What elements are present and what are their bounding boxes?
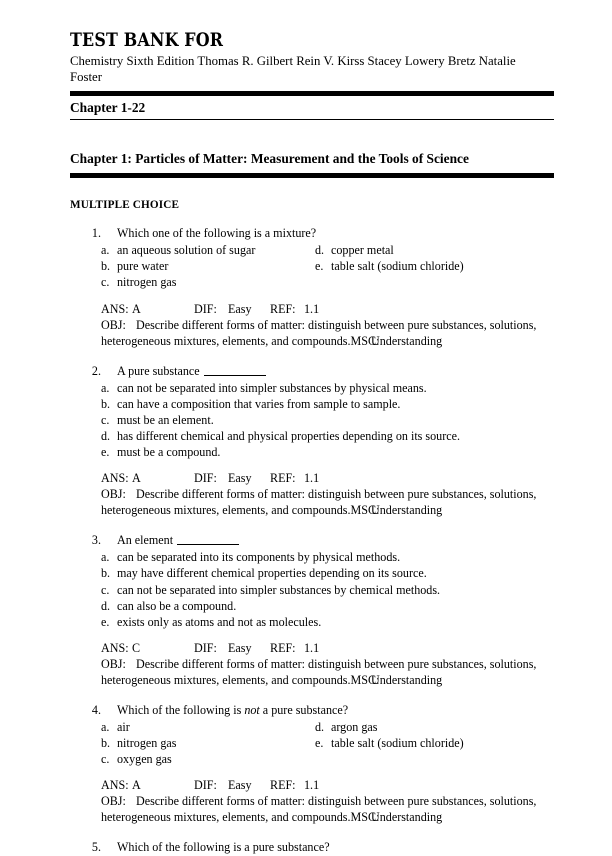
ans-label: ANS: [101, 471, 129, 486]
option-letter: b. [101, 396, 111, 411]
ref-value: 1.1 [304, 301, 320, 316]
answer-metadata-line [101, 777, 554, 793]
answer-metadata-line [101, 640, 554, 656]
header-rule-thick [70, 91, 554, 96]
option-letter: c. [101, 275, 110, 290]
answer-option[interactable] [101, 735, 315, 751]
obj-text-line-2 [101, 333, 549, 349]
option-list [70, 380, 554, 460]
obj-text-line-1: Describe different forms of matter: distinguish between pure substances, solutions, [136, 656, 537, 671]
option-letter: e. [101, 445, 110, 460]
ans-value: A [132, 471, 141, 486]
option-column-right [315, 242, 554, 258]
question-list [70, 225, 554, 855]
option-letter: e. [315, 259, 324, 274]
obj-text-line-2-text: heterogeneous mixtures, elements, and compounds.MSC: [101, 503, 380, 518]
ans-label: ANS: [101, 640, 129, 655]
option-letter: b. [101, 736, 111, 751]
answer-option[interactable] [101, 396, 554, 412]
option-text: must be an element. [117, 412, 214, 427]
answer-block [70, 470, 554, 518]
msc-value: Understanding [371, 672, 443, 687]
dif-value: Easy [228, 778, 252, 793]
obj-text-line-2-text: heterogeneous mixtures, elements, and compounds.MSC: [101, 810, 380, 825]
option-letter: c. [101, 582, 110, 597]
objective-block [101, 486, 549, 518]
chapter-rule-thick [70, 173, 554, 178]
ref-value: 1.1 [304, 778, 320, 793]
ref-label: REF: [270, 301, 296, 316]
header-spacer [70, 120, 554, 151]
objective-block [101, 656, 549, 688]
question-text-tail: a pure substance? [259, 702, 349, 717]
option-text: can also be a compound. [117, 598, 237, 613]
question-text-main: Which of the following is a pure substance? [117, 840, 330, 855]
option-letter: c. [101, 752, 110, 767]
option-column-left [101, 719, 315, 735]
question-text [101, 702, 348, 718]
option-letter: d. [101, 598, 111, 613]
obj-text-line-1: Describe different forms of matter: distinguish between pure substances, solutions, [136, 487, 537, 502]
option-list [70, 242, 554, 290]
question-stem [70, 839, 554, 855]
answer-option[interactable] [101, 444, 554, 460]
dif-label: DIF: [194, 471, 217, 486]
obj-text-line-2-text: heterogeneous mixtures, elements, and compounds.MSC: [101, 672, 380, 687]
answer-option[interactable] [101, 598, 554, 614]
answer-option[interactable] [101, 565, 554, 581]
question-text [101, 839, 330, 855]
option-text: nitrogen gas [117, 736, 177, 751]
option-text: may have different chemical properties depending on its source. [117, 566, 427, 581]
option-text: an aqueous solution of sugar [117, 243, 256, 258]
objective-block [101, 317, 549, 349]
answer-option[interactable] [101, 412, 554, 428]
option-row [101, 242, 554, 258]
option-column-left [101, 735, 315, 751]
question [70, 839, 554, 855]
question-text [101, 363, 266, 379]
question-stem [70, 532, 554, 548]
chapter-title: Chapter 1: Particles of Matter: Measurement and the Tools of Science [70, 151, 469, 167]
answer-metadata-line [101, 470, 554, 486]
option-row [101, 751, 554, 767]
option-column-right [315, 258, 554, 274]
question-number: 5. [91, 840, 101, 855]
option-row [101, 719, 554, 735]
option-letter: a. [101, 380, 110, 395]
ref-label: REF: [270, 778, 296, 793]
option-text: pure water [117, 259, 169, 274]
option-text: has different chemical and physical properties depending on its source. [117, 429, 460, 444]
dif-label: DIF: [194, 640, 217, 655]
chapter-range: Chapter 1-22 [70, 99, 146, 115]
obj-text-line-1: Describe different forms of matter: distinguish between pure substances, solutions, [136, 317, 537, 332]
question-stem [70, 225, 554, 241]
ans-value: A [132, 301, 141, 316]
answer-block [70, 777, 554, 825]
fill-in-blank [177, 544, 239, 545]
answer-option[interactable] [315, 242, 554, 258]
objective-block [101, 793, 549, 825]
answer-option[interactable] [315, 735, 554, 751]
question-text-emphasis: not [244, 702, 260, 717]
page-content [70, 30, 554, 856]
question-number: 4. [91, 702, 101, 717]
answer-option[interactable] [101, 582, 554, 598]
option-letter: a. [101, 243, 110, 258]
option-letter: b. [101, 259, 111, 274]
obj-body [101, 793, 549, 825]
option-text: exists only as atoms and not as molecules. [117, 614, 322, 629]
option-letter: a. [101, 550, 110, 565]
answer-block [70, 301, 554, 349]
ans-label: ANS: [101, 778, 129, 793]
option-column-left [101, 751, 315, 767]
question-text-main: An element [117, 533, 174, 548]
obj-label: OBJ: [101, 794, 126, 809]
dif-label: DIF: [194, 301, 217, 316]
option-letter: e. [315, 736, 324, 751]
option-text: copper metal [331, 243, 394, 258]
obj-text-line-2 [101, 672, 549, 688]
option-list [70, 719, 554, 767]
option-row [101, 258, 554, 274]
option-letter: e. [101, 614, 110, 629]
option-column-left [101, 258, 315, 274]
fill-in-blank [204, 375, 266, 376]
obj-text-line-2 [101, 502, 549, 518]
option-column-left [101, 274, 315, 290]
answer-metadata-line [101, 301, 554, 317]
question-number: 2. [91, 363, 101, 378]
ref-label: REF: [270, 640, 296, 655]
option-letter: c. [101, 412, 110, 427]
answer-option[interactable] [101, 258, 315, 274]
question-number: 1. [91, 226, 101, 241]
question-number: 3. [91, 533, 101, 548]
question-text-main: A pure substance [117, 363, 200, 378]
option-column-right [315, 719, 554, 735]
section-heading-multiple-choice: MULTIPLE CHOICE [70, 199, 180, 212]
option-row [101, 274, 554, 290]
dif-value: Easy [228, 301, 252, 316]
question [70, 363, 554, 519]
option-text: table salt (sodium chloride) [331, 736, 464, 751]
answer-option[interactable] [101, 614, 554, 630]
ref-value: 1.1 [304, 640, 320, 655]
option-text: air [117, 720, 130, 735]
obj-label: OBJ: [101, 317, 126, 332]
option-text: must be a compound. [117, 445, 221, 460]
obj-body [101, 656, 549, 688]
obj-body [101, 486, 549, 518]
answer-option[interactable] [101, 274, 315, 290]
answer-option[interactable] [315, 258, 554, 274]
option-text: can not be separated into simpler substances by chemical methods. [117, 582, 441, 597]
option-text: argon gas [331, 720, 378, 735]
option-text: nitrogen gas [117, 275, 177, 290]
option-text: can have a composition that varies from sample to sample. [117, 396, 401, 411]
ans-value: C [132, 640, 141, 655]
option-text: table salt (sodium chloride) [331, 259, 464, 274]
obj-body [101, 317, 549, 349]
option-letter: d. [315, 720, 325, 735]
ref-value: 1.1 [304, 471, 320, 486]
question [70, 702, 554, 825]
obj-label: OBJ: [101, 656, 126, 671]
dif-value: Easy [228, 471, 252, 486]
obj-text-line-2 [101, 809, 549, 825]
option-list [70, 549, 554, 629]
ref-label: REF: [270, 471, 296, 486]
option-text: can not be separated into simpler substances by physical means. [117, 380, 427, 395]
answer-block [70, 640, 554, 688]
option-letter: d. [101, 429, 111, 444]
question-stem [70, 702, 554, 718]
question-text [101, 225, 316, 241]
msc-value: Understanding [371, 333, 443, 348]
option-text: oxygen gas [117, 752, 172, 767]
ans-value: A [132, 778, 141, 793]
answer-option[interactable] [101, 751, 315, 767]
question-text-main: Which one of the following is a mixture? [117, 226, 317, 241]
option-text: can be separated into its components by physical methods. [117, 550, 401, 565]
document-title: TEST BANK FOR [70, 29, 224, 51]
answer-option[interactable] [101, 380, 554, 396]
obj-text-line-1: Describe different forms of matter: distinguish between pure substances, solutions, [136, 794, 537, 809]
ans-label: ANS: [101, 301, 129, 316]
option-letter: b. [101, 566, 111, 581]
question-text [101, 532, 239, 548]
option-row [101, 735, 554, 751]
msc-value: Understanding [371, 503, 443, 518]
dif-value: Easy [228, 640, 252, 655]
option-column-left [101, 242, 315, 258]
answer-option[interactable] [101, 549, 554, 565]
question-stem [70, 363, 554, 379]
option-letter: a. [101, 720, 110, 735]
obj-text-line-2-text: heterogeneous mixtures, elements, and compounds.MSC: [101, 333, 380, 348]
option-column-right [315, 735, 554, 751]
question-text-main: Which of the following is [117, 702, 245, 717]
dif-label: DIF: [194, 778, 217, 793]
answer-option[interactable] [101, 719, 315, 735]
document-subtitle: Chemistry Sixth Edition Thomas R. Gilbert Rein V. Kirss Stacey Lowery Bretz Natalie Foster [70, 53, 516, 84]
question [70, 225, 554, 348]
answer-option[interactable] [101, 242, 315, 258]
answer-option[interactable] [315, 719, 554, 735]
option-letter: d. [315, 243, 325, 258]
question [70, 532, 554, 688]
obj-label: OBJ: [101, 487, 126, 502]
msc-value: Understanding [371, 810, 443, 825]
answer-option[interactable] [101, 428, 554, 444]
